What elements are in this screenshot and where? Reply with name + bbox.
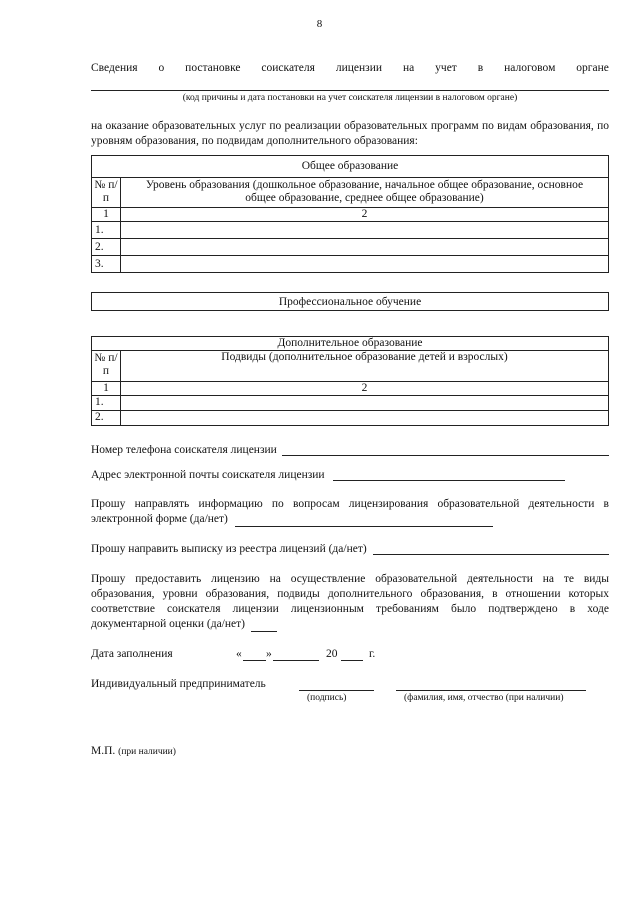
- row-number-header: № п/п: [92, 351, 121, 382]
- electronic-request-text: Прошу направлять информацию по вопросам лицензирования образовательной деятельности в электронной форме (да/нет): [91, 498, 609, 525]
- education-level-cell[interactable]: [121, 256, 609, 273]
- column-index: 2: [121, 208, 609, 222]
- tax-word: учет: [435, 62, 457, 74]
- date-year-prefix: 20: [326, 648, 338, 660]
- stamp-label: М.П.: [91, 745, 116, 757]
- tax-info-caption: (код причины и дата постановки на учет соискателя лицензии в налоговом органе): [182, 93, 518, 103]
- date-open-quote: «: [236, 648, 242, 660]
- tax-word: лицензии: [335, 62, 383, 74]
- subtype-cell[interactable]: [121, 411, 609, 426]
- date-year-suffix: г.: [369, 648, 376, 660]
- row-number: 2.: [92, 239, 121, 256]
- extract-field[interactable]: [373, 542, 609, 555]
- tax-word: в: [477, 62, 484, 74]
- date-label: Дата заполнения: [91, 648, 173, 660]
- phone-field[interactable]: [282, 443, 609, 456]
- intro-paragraph: на оказание образовательных услуг по реализации образовательных программ по видам образования, по уровням образования, по подвидам дополнительного образования:: [91, 120, 609, 147]
- signature-line: [91, 678, 609, 708]
- extract-line: [91, 542, 609, 555]
- tax-word: налоговом: [504, 62, 556, 74]
- tax-word: на: [402, 62, 415, 74]
- education-level-cell[interactable]: [121, 239, 609, 256]
- email-label: Адрес электронной почты соискателя лицензии: [91, 469, 325, 481]
- full-name-field[interactable]: [396, 678, 586, 691]
- electronic-request-field[interactable]: [235, 515, 493, 527]
- row-number: 1.: [92, 396, 121, 411]
- column-index: 2: [121, 382, 609, 396]
- professional-training-box: [91, 292, 609, 311]
- date-month-field[interactable]: [273, 648, 319, 661]
- stamp-line: [91, 745, 176, 757]
- additional-education-title: Дополнительное образование: [92, 337, 609, 351]
- full-name-caption: (фамилия, имя, отчество (при наличии): [404, 693, 564, 703]
- general-education-title: Общее образование: [92, 156, 609, 178]
- row-number: 2.: [92, 411, 121, 426]
- subtype-cell[interactable]: [121, 396, 609, 411]
- tax-word: постановке: [185, 62, 241, 74]
- license-request-field[interactable]: [251, 620, 277, 632]
- tax-word: Сведения: [91, 62, 138, 74]
- date-year-field[interactable]: [341, 648, 363, 661]
- general-education-table: [91, 155, 609, 273]
- entrepreneur-label: Индивидуальный предприниматель: [91, 678, 266, 690]
- date-day-field[interactable]: [243, 648, 266, 661]
- tax-word: о: [158, 62, 165, 74]
- tax-info-field[interactable]: [91, 90, 609, 91]
- license-request-text: Прошу предоставить лицензию на осуществление образовательной деятельности на те виды образования, уровни образования, подвиды дополнительного образования, в отношении которых соответствие соискателя лицензии лицензионным требованиям было подтверждено в ходе документарной оценки (да/нет): [91, 573, 609, 630]
- tax-registration-heading: [91, 62, 609, 74]
- email-field[interactable]: [333, 468, 565, 481]
- column-index: 1: [92, 382, 121, 396]
- phone-line: [91, 443, 609, 456]
- education-level-header: Уровень образования (дошкольное образование, начальное общее образование, основное общее образование, среднее общее образование): [121, 178, 609, 208]
- row-number: 1.: [92, 222, 121, 239]
- signature-field[interactable]: [299, 678, 374, 691]
- row-number-header: № п/п: [92, 178, 121, 208]
- professional-training-title: Профессиональное обучение: [278, 296, 422, 308]
- extract-label: Прошу направить выписку из реестра лицензий (да/нет): [91, 543, 367, 555]
- date-line: [91, 648, 609, 662]
- license-request: [91, 572, 609, 632]
- tax-word: органе: [576, 62, 609, 74]
- row-number: 3.: [92, 256, 121, 273]
- page-number: 8: [316, 18, 323, 30]
- column-index: 1: [92, 208, 121, 222]
- tax-word: соискателя: [261, 62, 315, 74]
- date-close-quote: »: [266, 648, 272, 660]
- subtype-header: Подвиды (дополнительное образование детей и взрослых): [121, 351, 609, 382]
- email-line: [91, 468, 609, 481]
- signature-caption: (подпись): [307, 693, 347, 703]
- phone-label: Номер телефона соискателя лицензии: [91, 444, 277, 456]
- electronic-request: [91, 497, 609, 527]
- stamp-note: (при наличии): [118, 747, 176, 757]
- education-level-cell[interactable]: [121, 222, 609, 239]
- additional-education-table: [91, 336, 609, 426]
